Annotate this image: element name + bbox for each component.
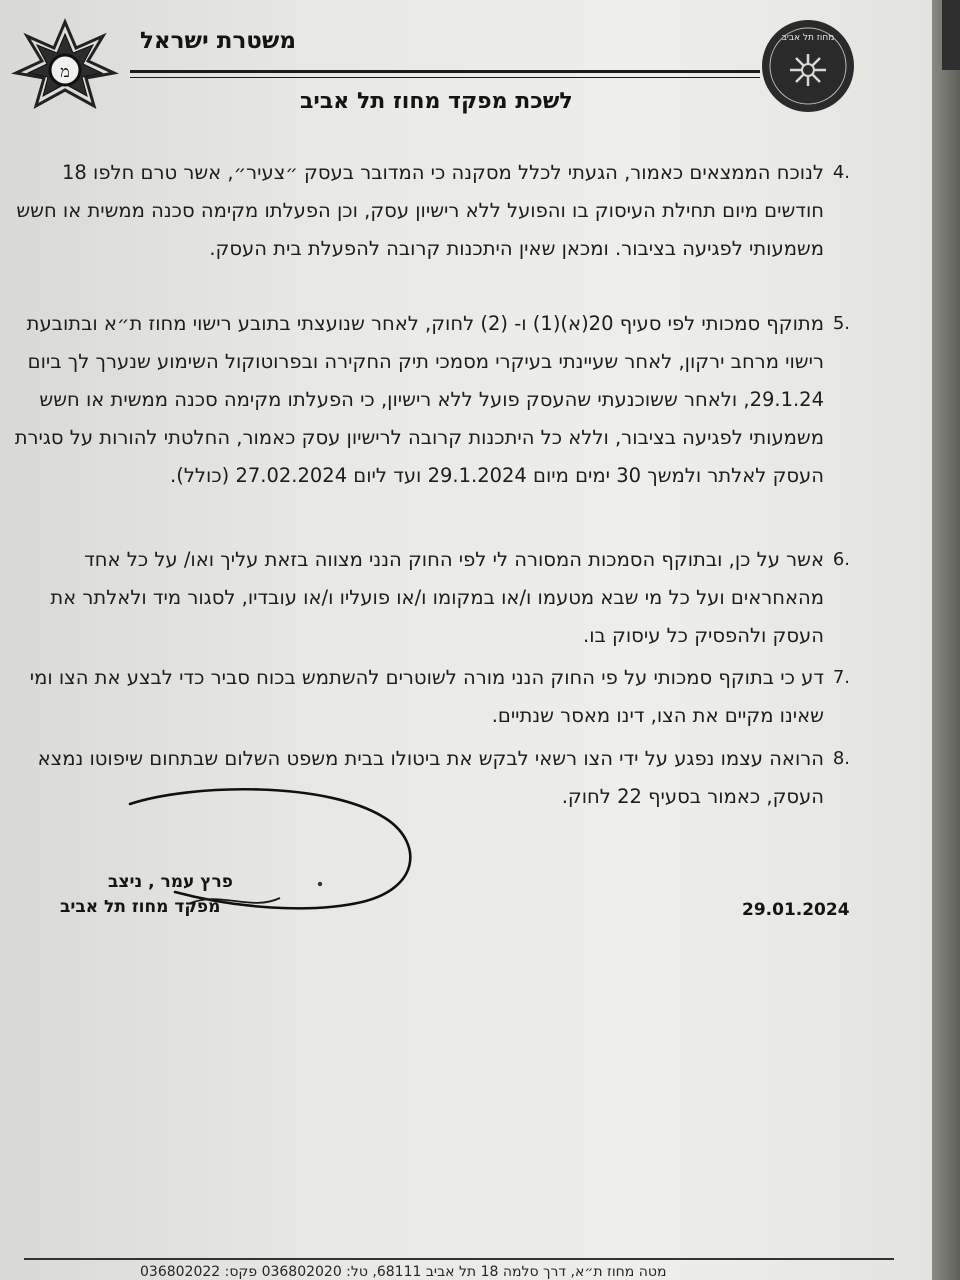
order-paragraph-6 xyxy=(14,541,850,655)
organization-name: משטרת ישראל xyxy=(140,28,296,54)
svg-text:מ: מ xyxy=(60,62,70,81)
paragraph-number: 8. xyxy=(832,748,850,769)
paragraph-number: 4. xyxy=(832,162,850,183)
header-divider-thick xyxy=(130,70,760,73)
paragraph-text: לנוכח הממצאים כאמור, הגעתי לכלל מסקנה כי המדובר בעסק ״צעיר״, אשר טרם חלפו 18 חודשים מיום תחילת העיסוק בו והפועל ללא רישיון עסק, וכן הפעלתו מקימה סכנה ממשית או חשש משמעותי לפגיעה בציבור. ומכאן שאין היתכנות קרובה להפעלת בית העסק. xyxy=(16,161,824,260)
paragraph-text: מתוקף סמכותי לפי סעיף 20(א)(1) ו- (2) לחוק, לאחר שנועצתי בתובע רישוי מחוז ת״א ובתובעת רישוי מרחב ירקון, לאחר שעיינתי בעיקרי מסמכי תיק החקירה ובפרוטוקול השימוע שנערך לך ביום 29.1.24, ולאחר ששוכנעתי שהעסק פועל ללא רישיון, כי הפעלתו מקימה סכנה ממשית או חשש משמעותי לפגיעה בציבור, וללא כל היתכנות קרובה לרישיון עסק כאמור, החלטתי להורות על סגירת העסק לאלתר ולמשך 30 ימים מיום 29.1.2024 ועד ליום 27.02.2024 (כולל). xyxy=(14,312,824,487)
scan-edge-shadow xyxy=(932,0,960,1280)
footer-address: מטה מחוז ת״א, דרך סלמה 18 תל אביב 68111, טל: 036802020 פקס: 036802022 xyxy=(140,1264,667,1280)
district-logo-text: מחוז תל אביב xyxy=(781,33,835,43)
paragraph-text: הרואה עצמו נפגע על ידי הצו רשאי לבקש את ביטולו בבית משפט השלום שבתחום שיפוטו נמצא העסק, כאמור בסעיף 22 לחוק. xyxy=(37,747,824,808)
tel-aviv-district-logo-icon xyxy=(760,18,856,114)
paragraph-text: אשר על כן, ובתוקף הסמכות המסורה לי לפי החוק הנני מצווה בזאת עליך ואו/ על כל אחד מהאחראים ועל כל מי שבא מטעמו ו/או במקומו ו/או פועליו ו/או עובדיו, לסגור מיד ולאלתר את העסק ולהפסיק כל עיסוק בו. xyxy=(50,548,824,647)
header-divider-thin xyxy=(130,77,760,78)
office-name: לשכת מפקד מחוז תל אביב xyxy=(300,89,573,114)
paragraph-number: 6. xyxy=(832,549,850,570)
signatory-name: פרץ עמר , ניצב xyxy=(108,872,233,892)
paragraph-number: 7. xyxy=(832,667,850,688)
order-paragraph-7 xyxy=(14,659,850,735)
order-paragraph-5 xyxy=(14,305,850,495)
footer-divider xyxy=(24,1258,894,1260)
scan-corner-shadow xyxy=(942,0,960,70)
police-star-emblem-icon xyxy=(10,18,120,118)
document-date: 29.01.2024 xyxy=(742,900,850,920)
order-paragraph-4 xyxy=(14,154,850,268)
paragraph-number: 5. xyxy=(832,313,850,334)
signatory-title: מפקד מחוז תל אביב xyxy=(60,897,221,917)
paragraph-text: דע כי בתוקף סמכותי על פי החוק הנני מורה לשוטרים להשתמש בכוח סביר כדי לבצע את הצו ומי שאינו מקיים את הצו, דינו מאסר שנתיים. xyxy=(29,666,824,727)
